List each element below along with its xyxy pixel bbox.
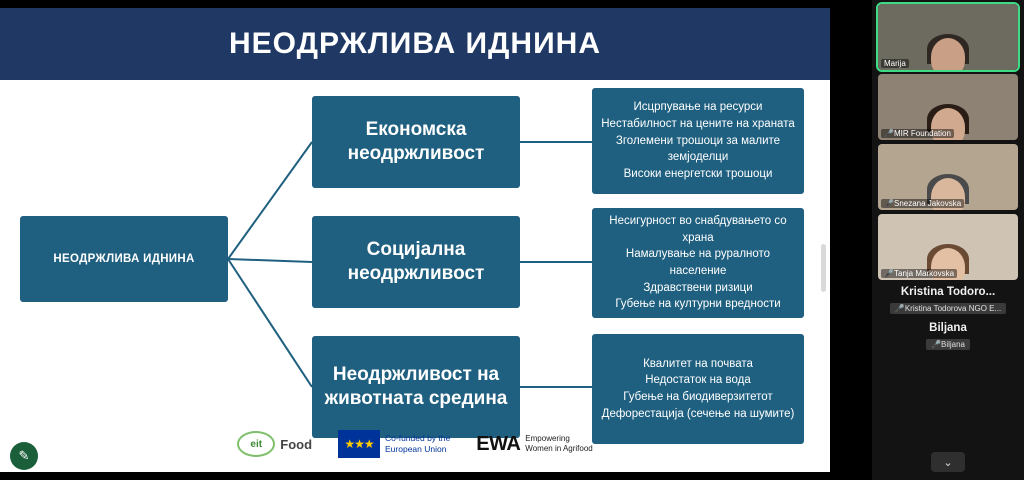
eu-funding-line2: European Union bbox=[385, 444, 447, 454]
participant-name-label: Biljana bbox=[929, 322, 967, 334]
ewa-logo bbox=[476, 433, 593, 456]
chevron-down-icon[interactable]: ⌄ bbox=[931, 452, 965, 472]
diagram-branch-node-1: Економска неодржливост bbox=[312, 96, 520, 188]
detail-line: Намалување на руралното население bbox=[625, 248, 771, 277]
annotate-pen-icon[interactable]: ✎ bbox=[10, 442, 38, 470]
participant-name bbox=[881, 199, 964, 208]
participant-rail bbox=[872, 0, 1024, 480]
diagram-root-node: НЕОДРЖЛИВА ИДНИНА bbox=[20, 216, 228, 302]
participant-subtitle-label: Kristina Todorova NGO E... bbox=[904, 304, 1002, 313]
participant-subtitle bbox=[926, 339, 970, 350]
ewa-tagline-line2: Women in Agrifood bbox=[525, 444, 593, 453]
mic-off-icon: 🎤 bbox=[884, 199, 894, 208]
detail-line: Високи енергетски трошоци bbox=[623, 168, 773, 180]
eu-funding-line1: Co-funded by the bbox=[385, 433, 451, 444]
participant-tile[interactable] bbox=[878, 4, 1018, 70]
participant-tile[interactable] bbox=[878, 144, 1018, 210]
detail-line: Губење на биодиверзитетот bbox=[623, 391, 773, 403]
participant-tile[interactable] bbox=[878, 74, 1018, 140]
diagram-detail-node-1 bbox=[592, 88, 804, 194]
participant-name-label: MIR Foundation bbox=[894, 129, 951, 138]
eu-funding-logo bbox=[338, 430, 450, 458]
eu-flag-icon: ★★★ bbox=[338, 430, 380, 458]
detail-line: Губење на културни вредности bbox=[615, 298, 781, 311]
detail-line: Зголемени трошоци за малите земјоделци bbox=[615, 134, 781, 164]
mic-off-icon: 🎤 bbox=[884, 129, 894, 138]
detail-line: Нестабилност на цените на храната bbox=[601, 117, 795, 130]
detail-line: Дефорестација (сечење на шумите) bbox=[601, 407, 795, 420]
detail-line: Квалитет на почвата bbox=[643, 357, 753, 370]
participant-audio-only[interactable] bbox=[872, 322, 1024, 352]
presentation-slide bbox=[0, 8, 830, 472]
participant-name-label: Kristina Todoro... bbox=[900, 286, 996, 298]
detail-line: Недостаток на вода bbox=[645, 374, 751, 387]
participant-name-label: Snezana Jakovska bbox=[894, 199, 962, 208]
page-title: НЕОДРЖЛИВА ИДНИНА bbox=[229, 27, 601, 60]
participant-subtitle-label: Biljana bbox=[940, 340, 965, 349]
participant-name bbox=[881, 59, 909, 68]
eit-food-logo bbox=[237, 431, 312, 457]
participant-tile[interactable] bbox=[878, 214, 1018, 280]
detail-line: Несигурност во снабдувањето со храна bbox=[609, 214, 787, 244]
diagram-detail-node-2 bbox=[592, 208, 804, 318]
eit-badge: eit bbox=[237, 431, 275, 457]
eit-food-label: Food bbox=[280, 436, 313, 452]
participant-name-label: Tanja Markovska bbox=[894, 269, 955, 278]
participant-audio-only[interactable] bbox=[872, 286, 1024, 316]
participant-name-label: Marija bbox=[884, 59, 906, 68]
diagram-branch-node-3: Неодржливост на животната средина bbox=[312, 336, 520, 438]
ewa-tagline-line1: Empowering bbox=[525, 434, 570, 444]
slide-footer-logos bbox=[0, 422, 830, 466]
mic-off-icon: 🎤 bbox=[894, 304, 905, 313]
ewa-tagline bbox=[525, 434, 592, 453]
detail-line: Исцрпување на ресурси bbox=[633, 101, 763, 114]
avatar-face bbox=[931, 38, 965, 70]
participant-name bbox=[881, 269, 957, 278]
slide-title-bar bbox=[0, 8, 830, 80]
slide-scrollbar[interactable] bbox=[821, 244, 826, 292]
detail-line: Здравствени ризици bbox=[643, 281, 753, 294]
mic-off-icon: 🎤 bbox=[884, 269, 894, 278]
eu-funding-text bbox=[385, 433, 450, 454]
ewa-wordmark: EWA bbox=[476, 432, 521, 455]
diagram-branch-node-2: Социјална неодржливост bbox=[312, 216, 520, 308]
mic-off-icon: 🎤 bbox=[930, 340, 941, 349]
participant-subtitle bbox=[890, 303, 1006, 314]
participant-name bbox=[881, 129, 954, 138]
